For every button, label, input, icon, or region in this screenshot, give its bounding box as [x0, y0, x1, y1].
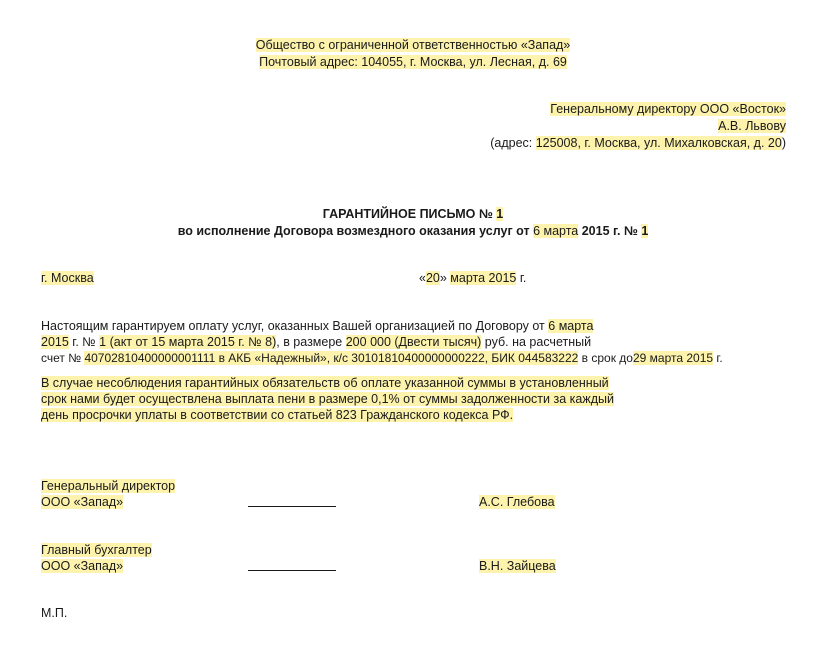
- place-city: г. Москва: [41, 271, 94, 285]
- recipient-line-1: Генеральному директору ООО «Восток»: [550, 102, 786, 116]
- director-name: А.С. Глебова: [479, 495, 555, 509]
- body1-line-2: 2015 г. № 1 (акт от 15 марта 2015 г. № 8), в размере 200 000 (Двести тысяч) руб. на расчетный: [41, 335, 592, 349]
- letter-title: ГАРАНТИЙНОЕ ПИСЬМО № 1: [322, 207, 504, 221]
- director-signature-line: [248, 494, 336, 511]
- accountant-signature-line: [248, 558, 336, 575]
- accountant-org: ООО «Запад»: [41, 559, 124, 573]
- director-org: ООО «Запад»: [41, 495, 124, 509]
- place-date: «20» марта 2015 г.: [419, 271, 527, 285]
- body2-line-1: В случае несоблюдения гарантийных обязательств об оплате указанной суммы в установленный: [41, 376, 609, 390]
- stamp-place: М.П.: [41, 606, 68, 620]
- accountant-role: Главный бухгалтер: [41, 543, 152, 557]
- body2-line-3: день просрочки уплаты в соответствии со статьей 823 Гражданского кодекса РФ.: [41, 408, 514, 422]
- body2-line-2: срок нами будет осуществлена выплата пени в размере 0,1% от суммы задолженности за каждый: [41, 392, 614, 406]
- sender-address: Почтовый адрес: 104055, г. Москва, ул. Лесная, д. 69: [259, 55, 567, 69]
- body1-line-1: Настоящим гарантируем оплату услуг, оказанных Вашей организацией по Договору от 6 марта: [41, 319, 594, 333]
- recipient-line-2: А.В. Львову: [718, 119, 786, 133]
- accountant-name: В.Н. Зайцева: [479, 559, 556, 573]
- body1-line-3: счет № 40702810400000001111 в АКБ «Надежный», к/с 30101810400000000222, БИК 044583222 в срок до29 марта 2015 г.: [41, 351, 723, 365]
- director-role: Генеральный директор: [41, 479, 176, 493]
- sender-name: Общество с ограниченной ответственностью «Запад»: [255, 38, 571, 52]
- letter-subtitle: во исполнение Договора возмездного оказания услуг от 6 марта 2015 г. № 1: [177, 224, 649, 238]
- recipient-address: (адрес: 125008, г. Москва, ул. Михалковская, д. 20): [490, 136, 786, 150]
